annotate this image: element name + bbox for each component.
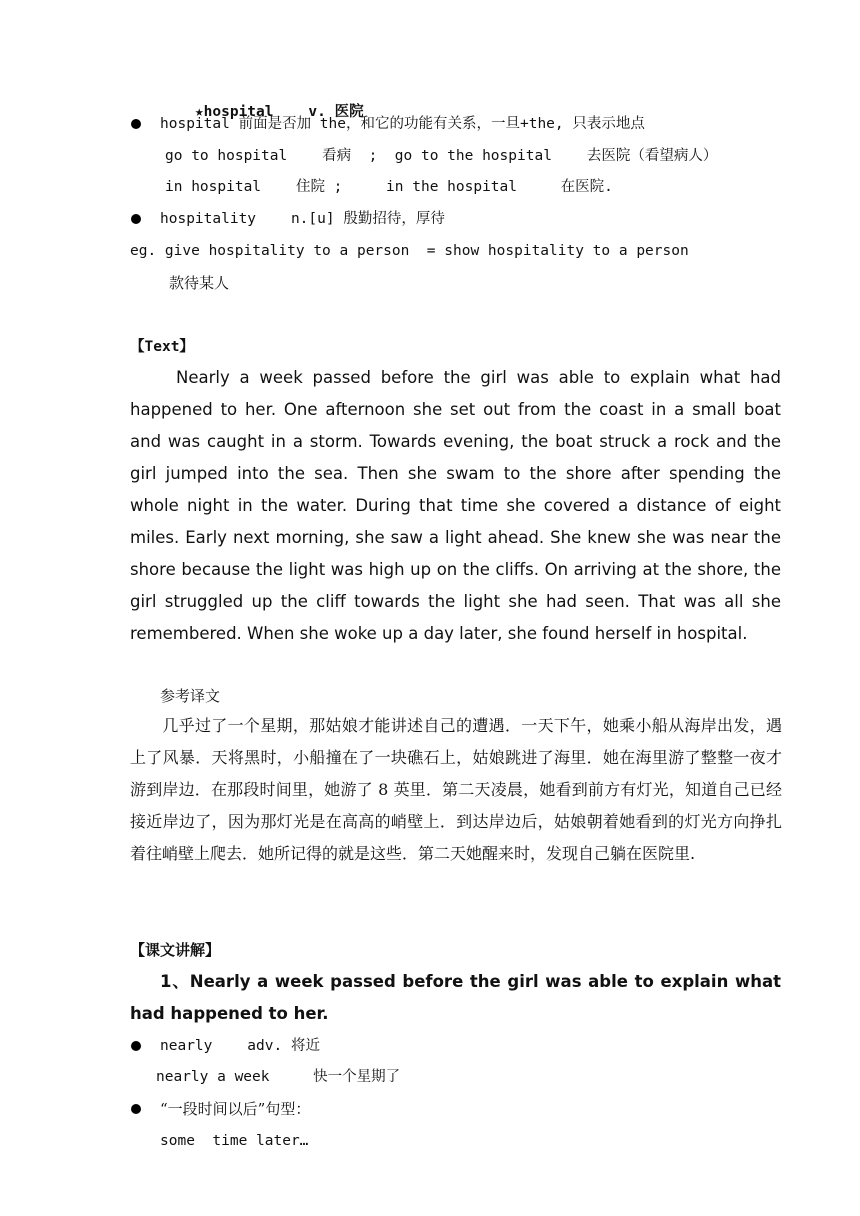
vocab-example-sentence: eg. give hospitality to a person = show hospitality to a person: [130, 243, 689, 259]
text-paragraph: Nearly a week passed before the girl was able to explain what had happened to her. One afternoon she set out from the coast in a small boat and was caught in a storm. Towards evening, the boat struck a rock and the girl jumped into the sea. Then she swam to the shore after spending the whole night in the water. During that time she covered a distance of eight miles. Early next morning, she saw a light ahead. She knew she was near the shore because the light was high up on the cliffs. On arriving at the shore, the girl struggled up the cliff towards the light she had seen. That was all she remembered. When she woke up a day later, she found herself in hospital.: [130, 368, 781, 643]
bullet-icon: [131, 214, 141, 224]
explain-heading: 【课文讲解】: [130, 941, 221, 959]
vocab-note-hospitality: hospitality n.[u] 殷勤招待，厚待: [160, 211, 445, 227]
text-heading: 【Text】: [130, 339, 194, 355]
bullet-icon: [131, 1041, 141, 1051]
vocab-example-in-hospital: in hospital 住院 ; in the hospital 在医院.: [165, 179, 613, 195]
vocab-headword: ★hospital v. 医院: [194, 103, 364, 120]
bullet-icon: [131, 119, 141, 129]
nearly-definition: nearly adv. 将近: [160, 1038, 320, 1054]
nearly-example: nearly a week 快一个星期了: [156, 1069, 401, 1085]
translation-heading: 参考译文: [160, 687, 221, 705]
vocab-note-hospital: hospital 前面是否加 the，和它的功能有关系，一旦+the, 只表示地点: [160, 116, 645, 132]
vocab-example-translation: 款待某人: [169, 274, 230, 292]
translation-paragraph: 几乎过了一个星期，那姑娘才能讲述自己的遭遇．一天下午，她乘小船从海岸出发，遇上了风暴．天将黑时，小船撞在了一块礁石上，姑娘跳进了海里．她在海里游了整整一夜才游到岸边．在那段时间里，她游了 8 英里．第二天凌晨，她看到前方有灯光，知道自己已经接近岸边了，因为那灯光是在高高的峭壁上．到达岸边后，姑娘朝着她看到的灯光方向挣扎着往峭壁上爬去．她所记得的就是这些．第二天她醒来时，发现自己躺在医院里.: [130, 716, 782, 863]
vocab-example-go-to-hospital: go to hospital 看病 ; go to the hospital 去医院（看望病人）: [165, 148, 718, 164]
time-pattern-heading: “一段时间以后”句型：: [160, 1100, 311, 1118]
explain-item-1: 1、Nearly a week passed before the girl was able to explain what had happened to her.: [130, 972, 781, 1023]
bullet-icon: [131, 1104, 141, 1114]
time-pattern-example: some time later…: [160, 1133, 309, 1149]
